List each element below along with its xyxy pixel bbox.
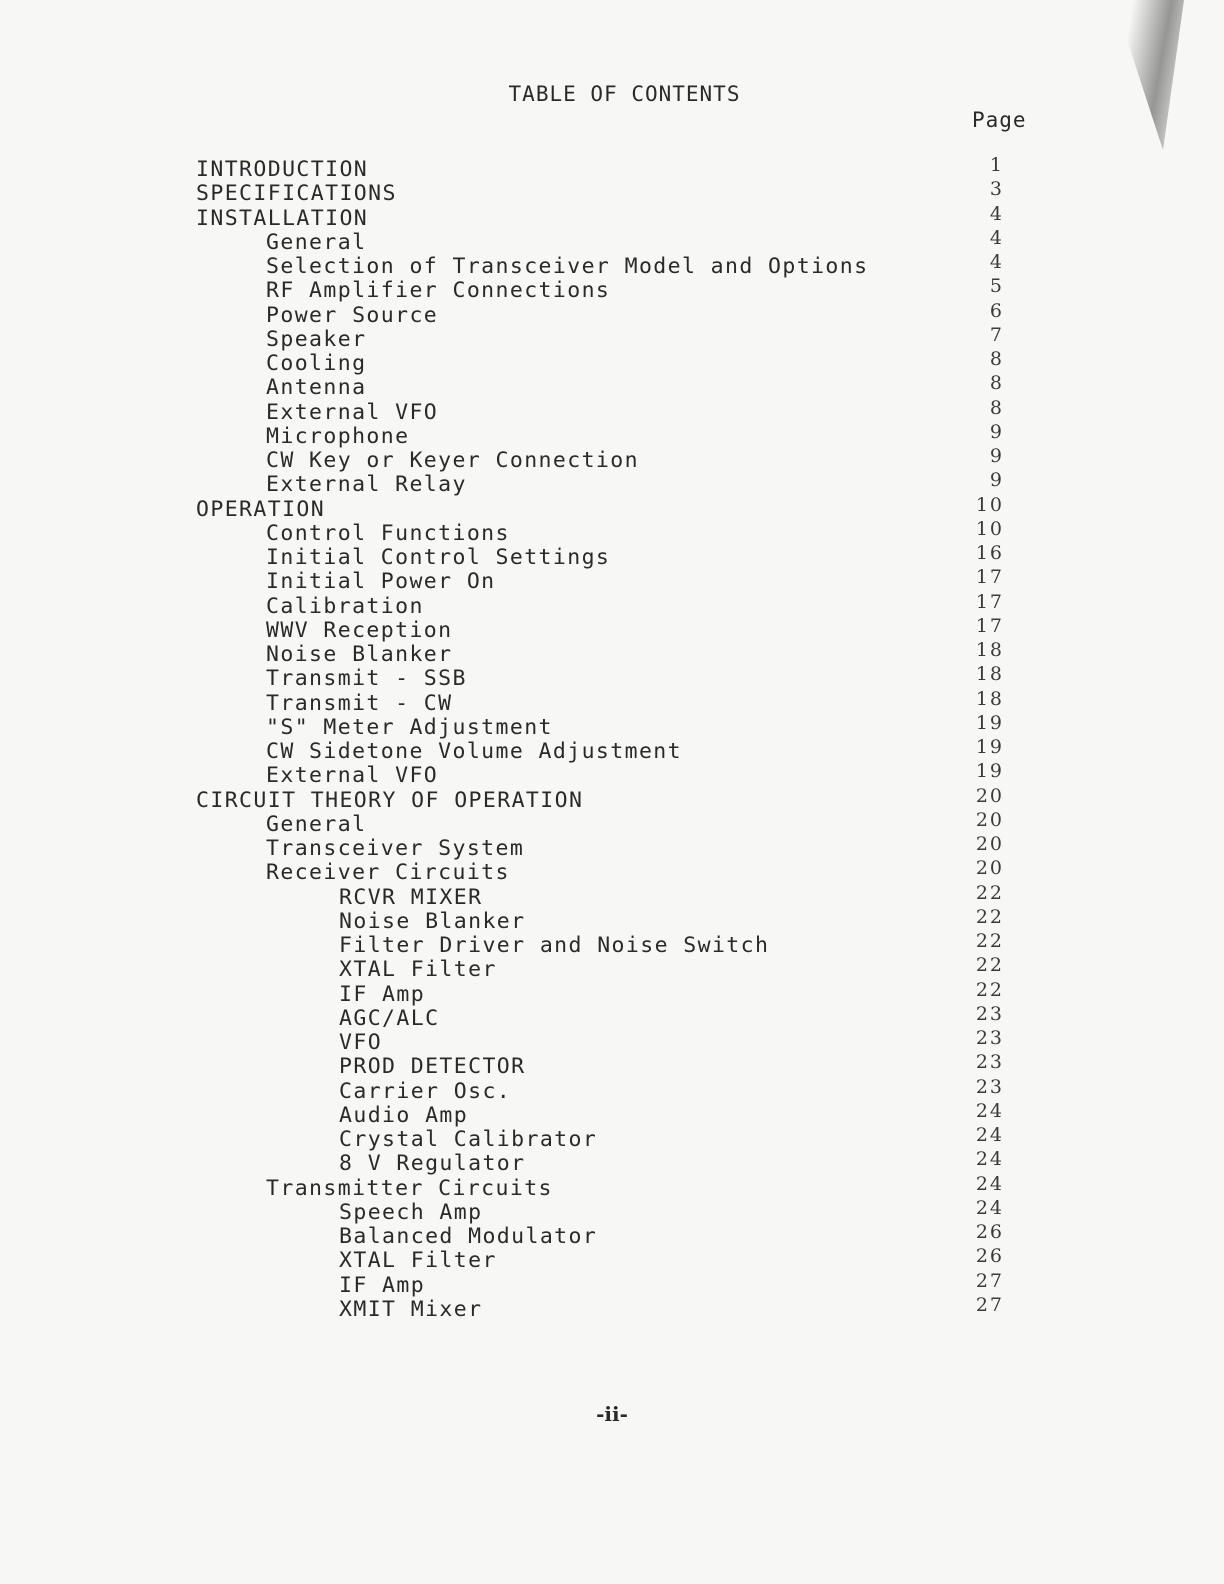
toc-entry (196, 1172, 1016, 1201)
toc-entry-page: 8 (989, 348, 1004, 370)
toc-entry (196, 348, 1016, 376)
toc-entry-label: Initial Power On (266, 569, 496, 595)
toc-entry-label: Cooling (266, 351, 367, 376)
toc-entry (196, 1269, 1016, 1298)
toc-entry-label: Filter Driver and Noise Switch (339, 933, 770, 958)
toc-entry-label: Receiver Circuits (266, 860, 510, 886)
page-column-header: Page (972, 108, 1027, 132)
toc-entry (196, 1221, 1016, 1249)
toc-entry-page: 24 (975, 1124, 1004, 1146)
toc-entry-label: Transmitter Circuits (266, 1175, 553, 1201)
toc-entry (196, 590, 1016, 619)
toc-entry-label: SPECIFICATIONS (196, 181, 397, 207)
toc-entry-label: Selection of Transceiver Model and Options (266, 254, 869, 279)
toc-entry-page: 22 (975, 954, 1004, 977)
toc-entry (196, 251, 1016, 279)
toc-entry-page: 1 (989, 154, 1004, 176)
toc-entry (196, 226, 1016, 255)
toc-entry (196, 614, 1016, 643)
toc-entry-page: 17 (975, 614, 1004, 637)
toc-entry-page: 19 (975, 711, 1004, 734)
toc-entry (196, 1196, 1016, 1225)
toc-entry-page: 26 (975, 1245, 1004, 1268)
toc-entry (196, 736, 1016, 764)
toc-entry (196, 517, 1016, 546)
toc-entry (196, 202, 1016, 231)
toc-entry-page: 22 (975, 905, 1004, 928)
toc-entry (196, 639, 1016, 667)
toc-entry-page: 16 (975, 542, 1004, 564)
toc-entry-label: Crystal Calibrator (339, 1127, 598, 1152)
toc-entry (196, 469, 1016, 498)
toc-entry (196, 954, 1016, 983)
toc-entry-page: 17 (975, 566, 1004, 589)
toc-entry (196, 784, 1016, 813)
toc-entry (196, 396, 1016, 425)
toc-entry-label: External Relay (266, 472, 467, 498)
toc-entry-label: External VFO (266, 399, 439, 425)
toc-entry-page: 19 (975, 760, 1004, 783)
toc-entry-page: 18 (975, 663, 1004, 686)
toc-entry-page: 23 (975, 1051, 1004, 1074)
table-of-contents (196, 154, 1016, 1322)
toc-entry-page: 8 (989, 396, 1004, 419)
toc-entry-label: IF Amp (339, 981, 426, 1007)
toc-entry-label: AGC/ALC (339, 1005, 440, 1031)
toc-entry-label: General (266, 229, 367, 255)
toc-entry-label: 8 V Regulator (339, 1151, 526, 1177)
toc-entry-page: 18 (975, 639, 1004, 661)
toc-entry-label: XTAL Filter (339, 957, 497, 983)
toc-entry-label: Calibration (266, 593, 424, 619)
toc-entry-label: Antenna (266, 375, 367, 401)
toc-entry-label: Transceiver System (266, 836, 525, 861)
toc-entry-page: 24 (975, 1099, 1004, 1122)
toc-entry-label: Transmit - SSB (266, 666, 467, 692)
toc-entry (196, 445, 1016, 473)
toc-entry-page: 4 (989, 226, 1004, 249)
toc-entry (196, 1027, 1016, 1055)
toc-entry (196, 857, 1016, 886)
toc-entry-label: CW Key or Keyer Connection (266, 448, 639, 473)
toc-entry-label: Control Functions (266, 520, 510, 546)
toc-entry-page: 26 (975, 1221, 1004, 1243)
toc-entry-page: 23 (975, 1002, 1004, 1025)
toc-entry-page: 24 (975, 1172, 1004, 1195)
toc-entry-label: External VFO (266, 763, 439, 789)
toc-entry (196, 711, 1016, 740)
toc-entry-page: 9 (989, 420, 1004, 443)
toc-entry-page: 20 (975, 833, 1004, 855)
toc-entry-page: 23 (975, 1075, 1004, 1098)
toc-entry-label: INSTALLATION (196, 205, 369, 231)
toc-entry-page: 3 (989, 178, 1004, 201)
toc-entry-label: CIRCUIT THEORY OF OPERATION (196, 787, 584, 813)
toc-entry (196, 808, 1016, 837)
toc-entry (196, 663, 1016, 692)
toc-entry-label: RCVR MIXER (339, 884, 483, 910)
toc-entry-label: IF Amp (339, 1272, 426, 1298)
toc-entry (196, 760, 1016, 789)
toc-entry-page: 8 (989, 372, 1004, 395)
toc-entry (196, 1075, 1016, 1104)
toc-entry (196, 905, 1016, 934)
toc-entry-label: Noise Blanker (339, 908, 526, 934)
toc-entry (196, 1099, 1016, 1128)
toc-entry-page: 20 (975, 808, 1004, 831)
toc-entry-page: 18 (975, 687, 1004, 710)
toc-entry-page: 22 (975, 978, 1004, 1001)
toc-entry-page: 20 (975, 857, 1004, 880)
toc-entry-label: Initial Control Settings (266, 545, 611, 570)
toc-entry-label: WWV Reception (266, 617, 453, 643)
toc-entry (196, 275, 1016, 304)
toc-entry (196, 1245, 1016, 1274)
toc-entry-label: XMIT Mixer (339, 1296, 483, 1322)
toc-entry-page: 27 (975, 1293, 1004, 1316)
toc-entry-page: 24 (975, 1148, 1004, 1171)
toc-entry (196, 1051, 1016, 1080)
toc-entry-page: 7 (989, 323, 1004, 346)
toc-entry-page: 10 (975, 493, 1004, 516)
toc-entry-page: 20 (975, 784, 1004, 807)
toc-entry-page: 4 (989, 251, 1004, 273)
toc-entry-label: Audio Amp (339, 1102, 469, 1128)
toc-entry-page: 27 (975, 1269, 1004, 1292)
toc-entry (196, 1293, 1016, 1322)
toc-entry (196, 881, 1016, 910)
toc-entry-label: CW Sidetone Volume Adjustment (266, 739, 682, 764)
toc-entry (196, 299, 1016, 328)
toc-entry-page: 6 (989, 299, 1004, 322)
page-title: TABLE OF CONTENTS (508, 82, 741, 106)
toc-entry-page: 23 (975, 1027, 1004, 1049)
toc-entry (196, 178, 1016, 207)
toc-entry (196, 372, 1016, 401)
toc-entry-label: Speech Amp (339, 1199, 483, 1225)
toc-entry-label: XTAL Filter (339, 1248, 497, 1274)
toc-entry (196, 1124, 1016, 1152)
toc-entry (196, 687, 1016, 716)
toc-entry-label: Speaker (266, 326, 367, 352)
toc-entry-page: 9 (989, 469, 1004, 492)
toc-entry (196, 154, 1016, 182)
toc-entry (196, 1002, 1016, 1031)
toc-entry-label: INTRODUCTION (196, 157, 369, 182)
toc-entry-page: 4 (989, 202, 1004, 225)
toc-entry-page: 17 (975, 590, 1004, 613)
toc-entry (196, 566, 1016, 595)
toc-entry-label: Microphone (266, 423, 410, 449)
toc-entry-label: RF Amplifier Connections (266, 278, 611, 304)
toc-entry-label: General (266, 811, 367, 837)
toc-entry (196, 930, 1016, 958)
toc-entry-label: "S" Meter Adjustment (266, 714, 553, 740)
toc-entry (196, 323, 1016, 352)
toc-entry (196, 493, 1016, 522)
toc-entry-page: 10 (975, 517, 1004, 540)
toc-entry-label: VFO (339, 1030, 383, 1055)
toc-entry-page: 24 (975, 1196, 1004, 1219)
toc-entry-page: 19 (975, 736, 1004, 758)
page-number-footer: -ii- (596, 1402, 628, 1426)
toc-entry-page: 22 (975, 881, 1004, 904)
toc-entry-label: OPERATION (196, 496, 326, 522)
toc-entry-page: 5 (989, 275, 1004, 298)
toc-entry-page: 9 (989, 445, 1004, 467)
page-corner-shadow (1114, 0, 1184, 150)
toc-entry-label: Power Source (266, 302, 439, 328)
toc-entry (196, 978, 1016, 1007)
toc-entry-label: Balanced Modulator (339, 1224, 598, 1249)
toc-entry-label: Noise Blanker (266, 642, 453, 667)
toc-entry (196, 833, 1016, 861)
toc-entry (196, 542, 1016, 570)
toc-entry-page: 22 (975, 930, 1004, 952)
toc-entry-label: Transmit - CW (266, 690, 453, 716)
toc-entry (196, 420, 1016, 449)
toc-entry (196, 1148, 1016, 1177)
toc-entry-label: Carrier Osc. (339, 1078, 512, 1104)
toc-entry-label: PROD DETECTOR (339, 1054, 526, 1080)
